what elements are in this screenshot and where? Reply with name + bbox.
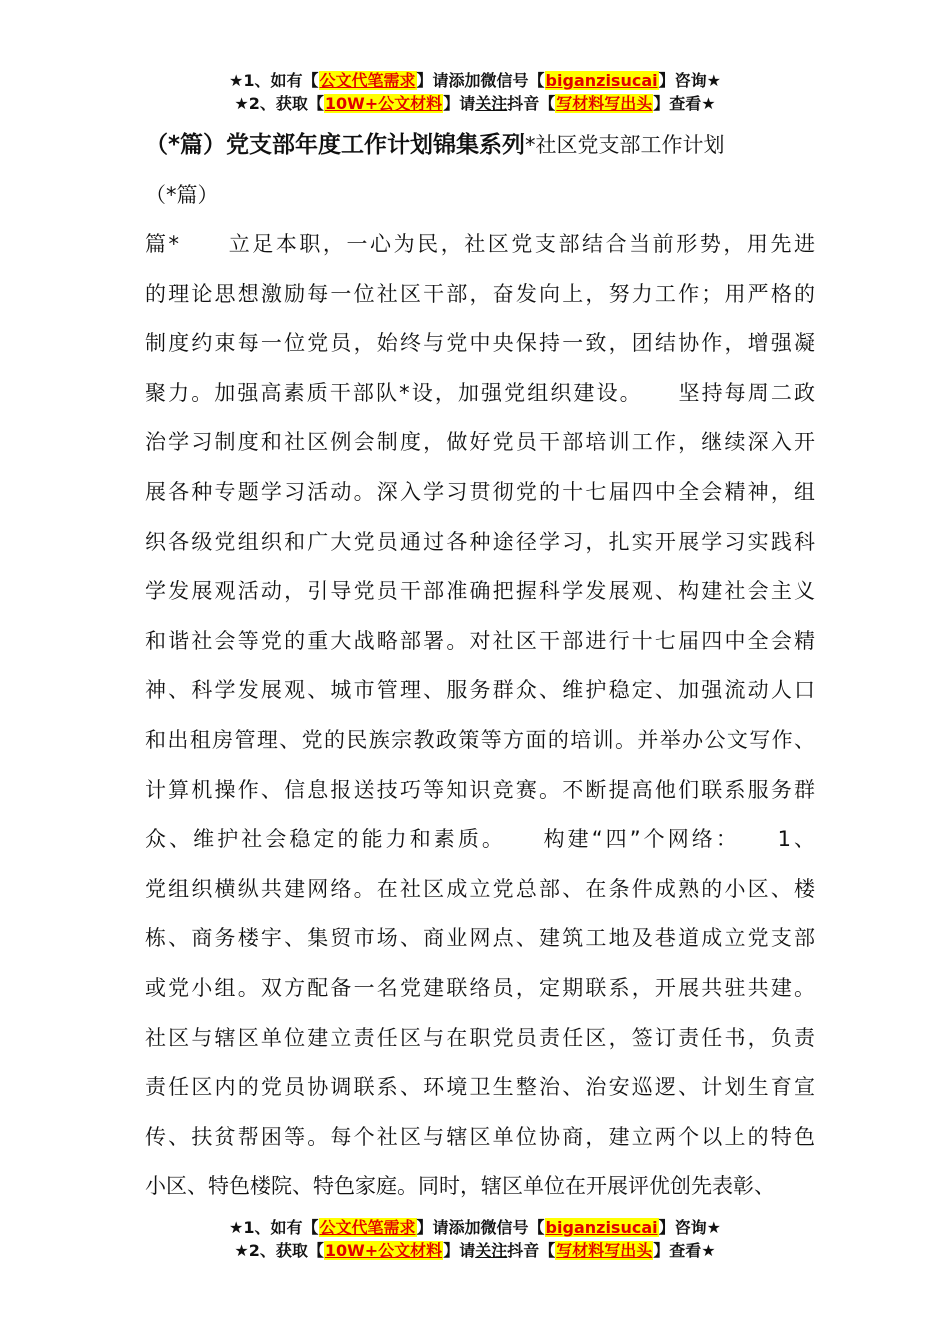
notice-text: 】查看★ <box>653 1241 716 1260</box>
body-text-line: 责任区内的党员协调联系、环境卫生整治、治安巡逻、计划生育宣 <box>145 1075 815 1100</box>
body-text-line: 学发展观活动，引导党员干部准确把握科学发展观、构建社会主义 <box>145 579 815 604</box>
body-text-line: 计算机操作、信息报送技巧等知识竞赛。不断提高他们联系服务群 <box>145 777 815 802</box>
notice-text: ★1、如有【 <box>229 71 319 90</box>
body-text-line: 篇* 立足本职，一心为民，社区党支部结合当前形势，用先进 <box>145 232 815 256</box>
body-text-line: 或党小组。双方配备一名党建联络员，定期联系，开展共驻共建。 <box>145 975 815 1000</box>
notice-text: 】请 <box>443 94 476 113</box>
douyin-highlight: 写材料写出头 <box>556 94 653 113</box>
notice-text: 抖音【 <box>507 1241 556 1260</box>
body-text-line: 栋、商务楼宇、集贸市场、商业网点、建筑工地及巷道成立党支部 <box>145 926 815 951</box>
body-text-line: 和出租房管理、党的民族宗教政策等方面的培训。并举办公文写作、 <box>145 727 815 752</box>
body-text-line: 神、科学发展观、城市管理、服务群众、维护稳定、加强流动人口 <box>145 678 815 703</box>
notice-highlight: 公文代笔需求 <box>319 1218 416 1237</box>
notice-highlight: 公文代笔需求 <box>319 71 416 90</box>
document-body <box>145 229 815 1221</box>
footer-notice-line-2 <box>0 1240 950 1262</box>
header-notice-line-1 <box>0 70 950 92</box>
notice-underlined-text: 关注 <box>475 1241 508 1260</box>
body-text-line: 织各级党组织和广大党员通过各种途径学习，扎实开展学习实践科 <box>145 529 815 554</box>
notice-highlight: 10W+公文材料 <box>324 94 443 113</box>
notice-text: ★2、获取【 <box>234 1241 324 1260</box>
body-text-line: 聚力。加强高素质干部队*设，加强党组织建设。 坚持每周二政 <box>145 380 815 405</box>
notice-text: ★1、如有【 <box>229 1218 319 1237</box>
body-text-line: 的理论思想激励每一位社区干部，奋发向上，努力工作；用严格的 <box>145 281 815 306</box>
wechat-id-highlight: biganzisucai <box>545 1218 658 1237</box>
body-text-line: 展各种专题学习活动。深入学习贯彻党的十七届四中全会精神，组 <box>145 479 815 504</box>
notice-text: 】请 <box>443 1241 476 1260</box>
notice-text: ★2、获取【 <box>234 94 324 113</box>
body-text-line: 治学习制度和社区例会制度，做好党员干部培训工作，继续深入开 <box>145 430 815 455</box>
document-title <box>145 130 815 160</box>
body-text-line: 小区、特色楼院、特色家庭。同时，辖区单位在开展评优创先表彰、 <box>145 1174 775 1199</box>
notice-text: 】咨询★ <box>658 71 721 90</box>
body-text-line: 党组织横纵共建网络。在社区成立党总部、在条件成熟的小区、楼 <box>145 876 815 901</box>
title-normal-part: *社区党支部工作计划 <box>525 133 725 157</box>
footer-notice-line-1 <box>0 1217 950 1239</box>
body-text-line: 众、维护社会稳定的能力和素质。 构建“四”个网络： 1、 <box>145 827 815 852</box>
notice-text: 】请添加微信号【 <box>416 71 545 90</box>
notice-text: 】请添加微信号【 <box>416 1218 545 1237</box>
body-text-line: 制度约束每一位党员，始终与党中央保持一致，团结协作，增强凝 <box>145 331 815 356</box>
body-text-line: 传、扶贫帮困等。每个社区与辖区单位协商，建立两个以上的特色 <box>145 1124 815 1149</box>
douyin-highlight: 写材料写出头 <box>556 1241 653 1260</box>
notice-underlined-text: 关注 <box>475 94 508 113</box>
wechat-id-highlight: biganzisucai <box>545 71 658 90</box>
header-notice-line-2 <box>0 93 950 115</box>
notice-text: 】查看★ <box>653 94 716 113</box>
notice-text: 抖音【 <box>507 94 556 113</box>
body-text-line: 和谐社会等党的重大战略部署。对社区干部进行十七届四中全会精 <box>145 628 815 653</box>
title-bold-part: （*篇）党支部年度工作计划锦集系列 <box>145 132 526 158</box>
notice-text: 】咨询★ <box>658 1218 721 1237</box>
notice-highlight: 10W+公文材料 <box>324 1241 443 1260</box>
document-title-line-2: （*篇） <box>145 183 219 207</box>
body-text-line: 社区与辖区单位建立责任区与在职党员责任区，签订责任书，负责 <box>145 1025 815 1050</box>
